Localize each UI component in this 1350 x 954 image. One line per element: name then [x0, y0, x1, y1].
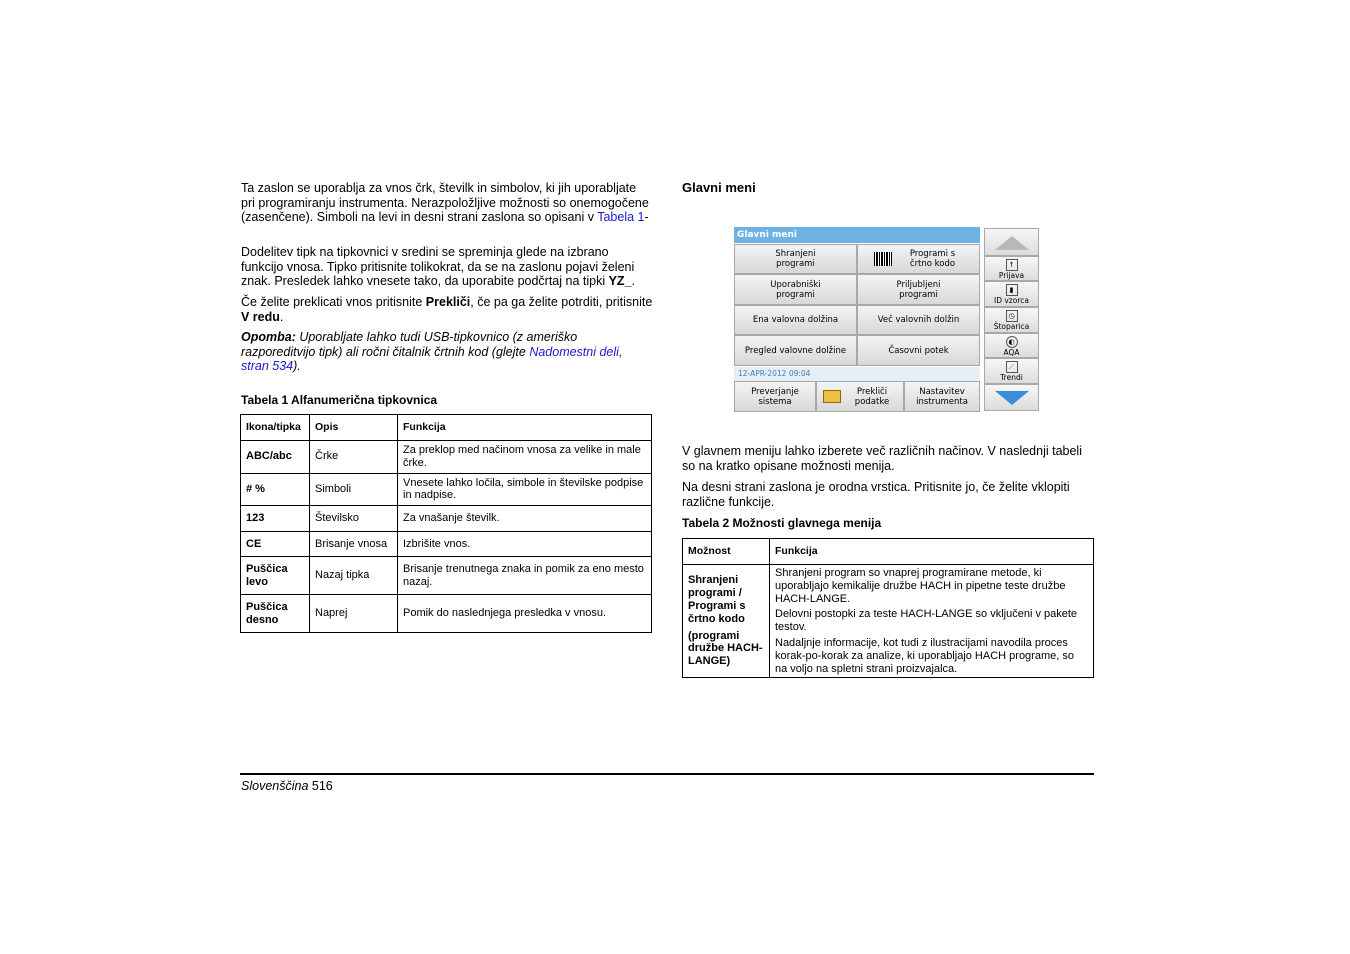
note-paragraph: Opomba: Uporabljate lahko tudi USB-tipkovnico (z ameriško razporeditvijo tipk) ali ročni čitalnik črtnih kod (glejte Nadomestni deli, stran 534). — [241, 330, 623, 374]
table2-caption: Tabela 2 Možnosti glavnega menija — [682, 516, 882, 530]
folder-icon — [823, 390, 841, 403]
user-programs-button[interactable]: Uporabniški programi — [734, 274, 857, 305]
spare-parts-link[interactable]: Nadomestni deli, stran 534 — [241, 344, 623, 374]
cancel-paragraph: Če želite preklicati vnos pritisnite Prekliči, če pa ga želite potrditi, pritisnite V redu. — [241, 295, 653, 324]
menu-description: V glavnem meniju lahko izberete več različnih načinov. V naslednji tabeli so na kratko opisane možnosti menija. — [682, 444, 1082, 473]
screen-title: Glavni meni — [734, 227, 980, 243]
arrow-up-icon — [995, 236, 1029, 250]
favorite-programs-button[interactable]: Priljubljeni programi — [857, 274, 980, 305]
main-menu-screenshot — [734, 227, 1041, 412]
table-row: Shranjeni programi / Programi s črtno kodo (programi družbe HACH-LANGE) Shranjeni program so vnaprej programirane metode, ki uporabljajo kemikalije družbe HACH in pipetne teste družbe HACH-LANGE. Delovni postopki za teste HACH-LANGE so vključeni v pakete testov. Nadaljnje informacije, kot tudi z ilustracijami navodila proces korak-po-korak za analize, ki uporabljajo HACH programe, so na voljo na spletni strani proizvajalca. — [683, 565, 1094, 678]
stored-programs-button[interactable]: Shranjeni programi — [734, 244, 857, 274]
scroll-up-button[interactable] — [984, 228, 1039, 256]
keyboard-paragraph: Dodelitev tipk na tipkovnici v sredini se spreminja glede na izbrano funkcijo vnosa. Tipko pritisnite tolikokrat, da se na zaslonu pojavi želeni znak. Presledek lahko vnesete tako, da uporabite podčrtaj na tipki YZ_. — [241, 245, 636, 289]
section-heading: Glavni meni — [682, 180, 756, 195]
table1-link[interactable]: Tabela 1 — [597, 210, 645, 225]
barcode-programs-button[interactable]: Programi s črtno kodo — [857, 244, 980, 274]
recall-data-button[interactable]: Prekliči podatke — [816, 381, 904, 412]
table-row: Puščica levo Nazaj tipka Brisanje trenutnega znaka in pomik za eno mesto nazaj. — [241, 557, 652, 595]
page-footer — [241, 779, 333, 793]
intro-paragraph: Ta zaslon se uporablja za vnos črk, številk in simbolov, ki jih uporabljate pri programiranju instrumenta. Nerazpoložljive možnosti so onemogočene (zasenčene). Simboli na levi in desni strani zaslona so opisani v Tabela 1- — [241, 181, 649, 225]
footer-rule — [240, 773, 1094, 775]
aqa-icon: ◐ — [1006, 336, 1018, 348]
table-row: Puščica desno Naprej Pomik do naslednjega presledka v vnosu. — [241, 595, 652, 633]
table-row: 123 Številsko Za vnašanje številk. — [241, 506, 652, 532]
main-menu-options-table — [682, 538, 1094, 678]
system-check-button[interactable]: Preverjanje sistema — [734, 381, 816, 412]
login-button[interactable]: ↑ Prijava — [984, 256, 1039, 281]
toolbar-description: Na desni strani zaslona je orodna vrstica. Pritisnite jo, če želite vklopiti različne funkcije. — [682, 480, 1070, 509]
instrument-setup-button[interactable]: Nastavitev instrumenta — [904, 381, 980, 412]
barcode-icon — [874, 252, 892, 266]
aqa-button[interactable]: ◐ AQA — [984, 333, 1039, 358]
trends-button[interactable]: ⟋ Trendi — [984, 358, 1039, 384]
sample-id-icon: ▮ — [1006, 284, 1018, 296]
table-row: # % Simboli Vnesete lahko ločila, simbole in številske podpise in nadpise. — [241, 473, 652, 506]
login-icon: ↑ — [1006, 259, 1018, 271]
page-number: 516 — [311, 779, 333, 793]
sample-id-button[interactable]: ▮ ID vzorca — [984, 281, 1039, 307]
date-time: 12-APR-2012 09:04 — [734, 367, 980, 381]
multi-wavelength-button[interactable]: Več valovnih dolžin — [857, 305, 980, 335]
intro-text: Ta zaslon se uporablja za vnos črk, številk in simbolov, ki jih uporabljate pri programiranju instrumenta. Nerazpoložljive možnosti so onemogočene (zasenčene). Simboli na levi in desni strani zaslona so opisani v — [241, 181, 649, 225]
timer-button[interactable]: ◷ Štoparica — [984, 307, 1039, 333]
single-wavelength-button[interactable]: Ena valovna dolžina — [734, 305, 857, 335]
table-header-row: Ikona/tipka Opis Funkcija — [241, 415, 652, 441]
table-row: CE Brisanje vnosa Izbrišite vnos. — [241, 532, 652, 557]
table1-caption: Tabela 1 Alfanumerična tipkovnica — [241, 393, 438, 407]
timer-icon: ◷ — [1006, 310, 1018, 322]
time-course-button[interactable]: Časovni potek — [857, 335, 980, 366]
table-header-row: Možnost Funkcija — [683, 539, 1094, 565]
scroll-down-button[interactable] — [984, 384, 1039, 411]
footer-language: Slovenščina — [241, 779, 309, 793]
wavelength-scan-button[interactable]: Pregled valovne dolžine — [734, 335, 857, 366]
alphanumeric-table — [240, 414, 652, 633]
trends-icon: ⟋ — [1006, 361, 1018, 373]
arrow-down-icon — [995, 391, 1029, 405]
table-row: ABC/abc Črke Za preklop med načinom vnosa za velike in male črke. — [241, 441, 652, 474]
